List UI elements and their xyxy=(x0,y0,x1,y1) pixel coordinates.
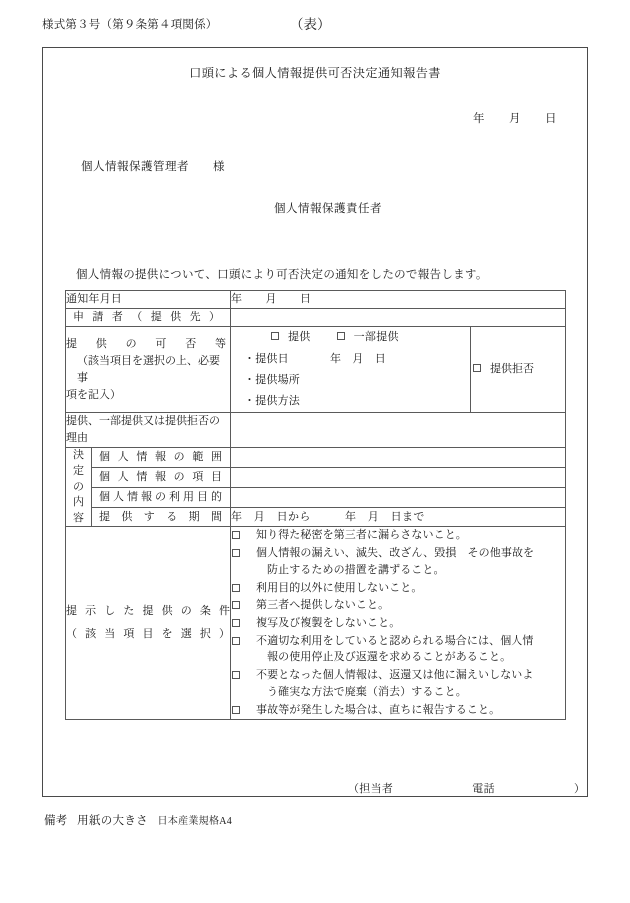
checkbox-icon-condition-7[interactable] xyxy=(232,671,240,679)
responsible-party-label: 個人情報保護責任者 xyxy=(273,203,382,215)
applicant-label-text: 申請者（提供先） xyxy=(73,311,220,324)
provision-place-row[interactable]: ・提供場所 xyxy=(244,374,300,387)
info-scope-label-text: 個人情報の範囲 xyxy=(99,451,222,464)
condition-item-8[interactable] xyxy=(231,702,565,719)
provision-date-row xyxy=(231,349,470,370)
conditions-list xyxy=(231,527,566,720)
checkbox-icon-condition-2[interactable] xyxy=(232,549,240,557)
reason-label xyxy=(66,413,231,448)
table-row-info-items xyxy=(66,468,566,488)
condition-item-4-text: 第三者へ提供しないこと。 xyxy=(256,599,390,612)
condition-item-7-text-cont: う確実な方法で廃棄（消去）すること。 xyxy=(267,685,467,698)
footer-remark-label: 備考 xyxy=(44,815,68,827)
table-row-info-scope xyxy=(66,448,566,468)
checkbox-icon-condition-1[interactable] xyxy=(232,531,240,539)
conditions-label-line2: （該当項目を選択） xyxy=(66,628,230,641)
checkbox-icon-provide[interactable] xyxy=(271,332,279,340)
decision-vertical-char-4: 内 xyxy=(73,496,84,509)
reason-value[interactable] xyxy=(231,413,566,448)
period-value[interactable]: 年 月 日から 年 月 日まで xyxy=(231,507,566,527)
info-purpose-label-text: 個人情報の利用目的 xyxy=(99,490,222,503)
decision-vertical-label xyxy=(66,448,92,527)
checkbox-icon-condition-4[interactable] xyxy=(232,601,240,609)
checkbox-icon-condition-5[interactable] xyxy=(232,619,240,627)
condition-item-3-text: 利用目的以外に使用しないこと。 xyxy=(256,581,423,594)
checkbox-icon-condition-6[interactable] xyxy=(232,637,240,645)
provision-label xyxy=(66,327,231,413)
condition-item-3[interactable] xyxy=(231,580,565,597)
notice-date-label: 通知年月日 xyxy=(66,291,231,309)
checkbox-icon-condition-3[interactable] xyxy=(232,584,240,592)
condition-item-7-text: 不要となった個人情報は、返還又は他に漏えいしないよ xyxy=(256,669,534,682)
info-items-value[interactable] xyxy=(231,468,566,488)
info-scope-label xyxy=(92,448,231,468)
table-row-applicant xyxy=(66,309,566,327)
info-items-label-text: 個人情報の項目 xyxy=(99,470,222,483)
table-row-conditions xyxy=(66,527,566,720)
info-scope-value[interactable] xyxy=(231,448,566,468)
footer-paper-standard: 日本産業規格A4 xyxy=(157,816,233,827)
provision-method-row[interactable]: ・提供方法 xyxy=(244,395,300,408)
table-row-period xyxy=(66,507,566,527)
condition-item-5-text: 複写及び複製をしないこと。 xyxy=(256,617,401,630)
addressee-label: 個人情報保護管理者 様 xyxy=(81,161,225,173)
table-row-reason xyxy=(66,413,566,448)
conditions-label xyxy=(66,527,231,720)
provision-label-line3: 項を記入） xyxy=(66,388,121,401)
condition-item-5[interactable] xyxy=(231,615,565,632)
conditions-label-line1: 提示した提供の条件 xyxy=(66,605,230,618)
condition-item-2-text: 個人情報の漏えい、滅失、改ざん、毀損 その他事故を xyxy=(256,547,535,560)
footer-remark-text: 用紙の大きさ xyxy=(77,815,148,827)
checkbox-icon-refuse[interactable] xyxy=(473,364,481,372)
condition-item-1-text: 知り得た秘密を第三者に漏らさないこと。 xyxy=(256,529,467,542)
decision-vertical-char-2: 定 xyxy=(73,464,84,477)
provision-date-value[interactable]: 年 月 日 xyxy=(330,353,386,366)
period-label xyxy=(92,507,231,527)
checkbox-icon-partial[interactable] xyxy=(337,332,345,340)
footer-remark xyxy=(44,812,232,828)
condition-item-4[interactable] xyxy=(231,597,565,614)
condition-item-8-text: 事故等が発生した場合は、直ちに報告すること。 xyxy=(256,703,501,716)
period-label-text: 提供する期間 xyxy=(99,510,222,523)
option-partial-label: 一部提供 xyxy=(353,331,399,344)
reason-label-line1: 提供、一部提供又は提供拒否の xyxy=(66,415,220,428)
condition-item-2[interactable] xyxy=(231,545,565,578)
table-row-provision xyxy=(66,327,566,413)
info-purpose-value[interactable] xyxy=(231,487,566,507)
page-title: 口頭による個人情報提供可否決定通知報告書 xyxy=(189,66,441,80)
form-sheet xyxy=(42,47,588,797)
provision-label-line1: 提供の可否等 xyxy=(66,337,226,350)
notice-date-value[interactable]: 年 月 日 xyxy=(231,291,566,309)
provision-options-cell xyxy=(231,327,471,413)
report-table xyxy=(65,290,566,720)
document-header-line xyxy=(42,16,590,36)
side-mark-label: （表） xyxy=(290,17,331,32)
condition-item-6-text: 不適切な利用をしていると認められる場合には、個人情 xyxy=(256,634,534,647)
provision-option-row xyxy=(231,327,470,349)
condition-item-6-text-cont: 報の使用停止及び返還を求めることがあること。 xyxy=(267,651,512,664)
provision-label-line2: （該当項目を選択の上、必要事 xyxy=(77,354,220,384)
intro-paragraph: 個人情報の提供について、口頭により可否決定の通知をしたので報告します。 xyxy=(76,269,488,281)
table-row-notice-date xyxy=(66,291,566,309)
form-number-label: 様式第３号（第９条第４項関係） xyxy=(42,19,218,31)
issue-date-line: 年 月 日 xyxy=(473,113,557,125)
provision-refuse-cell xyxy=(471,327,566,413)
condition-item-7[interactable] xyxy=(231,667,565,700)
info-items-label xyxy=(92,468,231,488)
provision-date-label: ・提供日 xyxy=(244,353,289,366)
contact-line-text[interactable]: （担当者 電話 ） xyxy=(348,783,586,795)
info-purpose-label xyxy=(92,487,231,507)
option-refuse-label: 提供拒否 xyxy=(490,363,534,376)
checkbox-icon-condition-8[interactable] xyxy=(232,706,240,714)
table-row-info-purpose xyxy=(66,487,566,507)
applicant-value[interactable] xyxy=(231,309,566,327)
option-provide-label: 提供 xyxy=(288,331,311,344)
decision-vertical-char-5: 容 xyxy=(73,511,84,524)
reason-label-line2: 理由 xyxy=(66,432,88,445)
applicant-label xyxy=(66,309,231,327)
condition-item-1[interactable] xyxy=(231,527,565,544)
condition-item-6[interactable] xyxy=(231,633,565,666)
condition-item-2-text-cont: 防止するための措置を講ずること。 xyxy=(267,563,445,576)
decision-vertical-char-3: の xyxy=(73,480,84,493)
decision-vertical-char-1: 決 xyxy=(73,449,84,462)
